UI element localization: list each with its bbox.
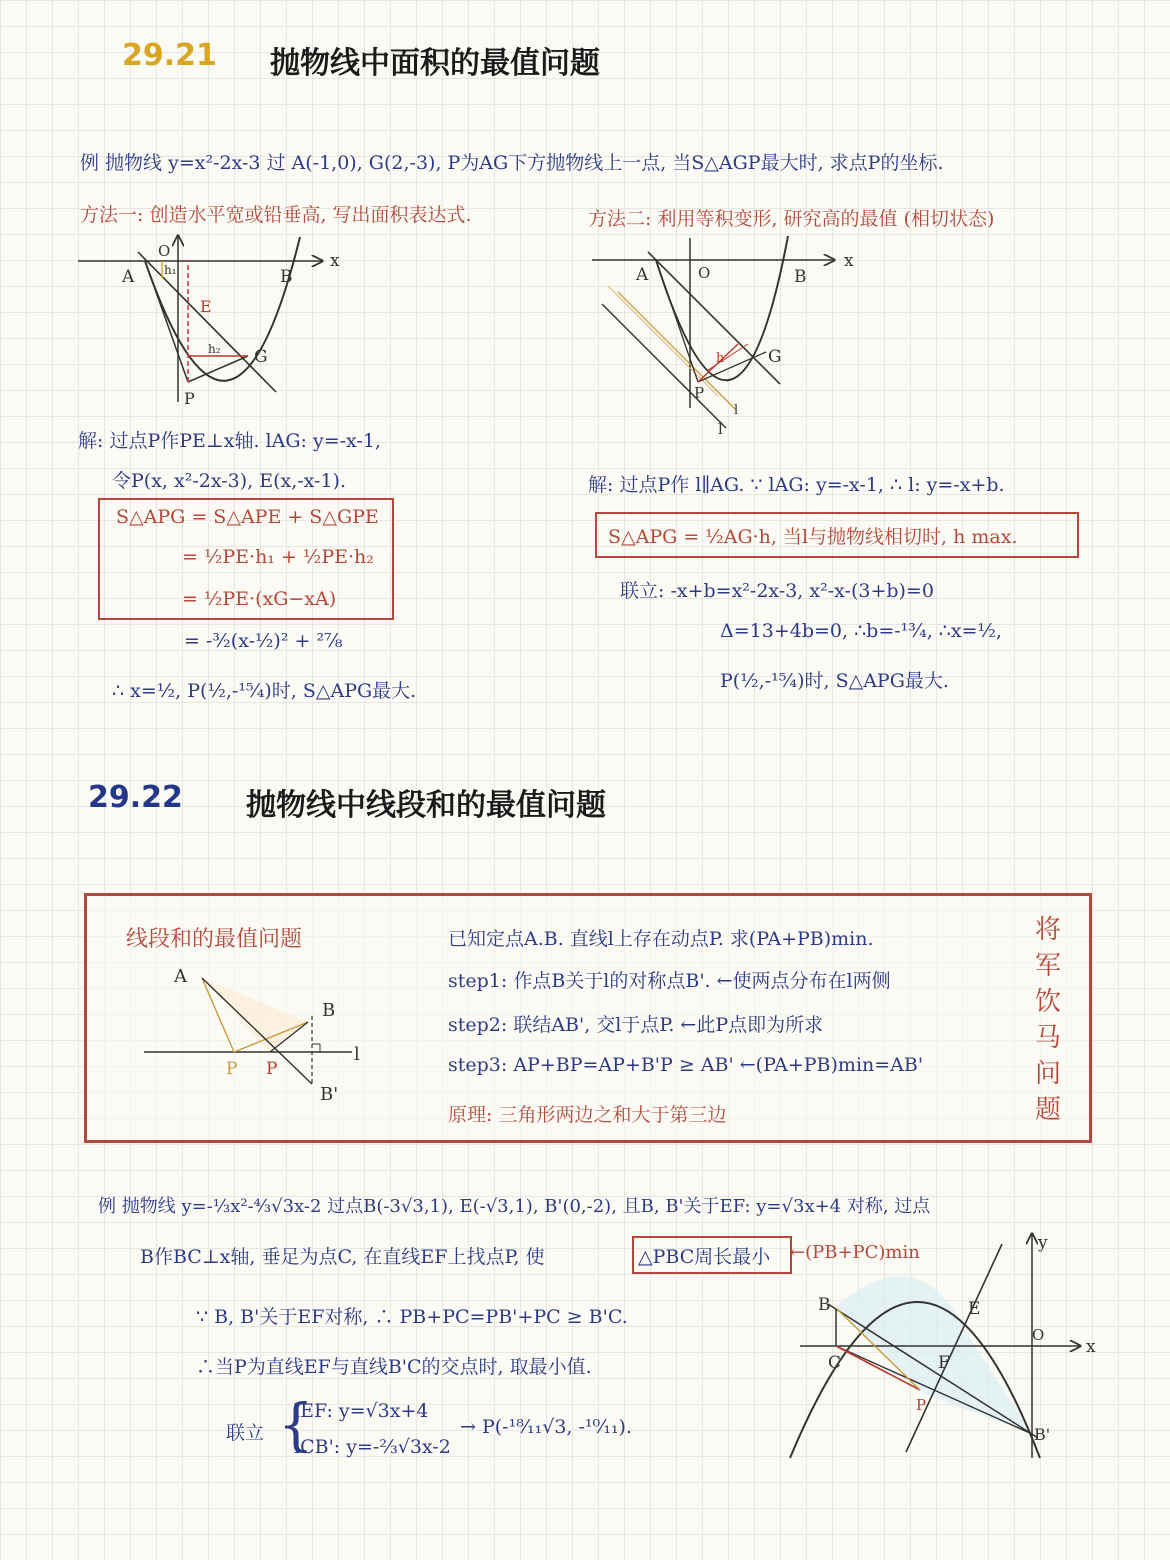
solution-one-line2: 令P(x, x²-2x-3), E(x,-x-1).	[112, 470, 347, 492]
solution-one-box-line2: = ½PE·h₁ + ½PE·h₂	[182, 546, 374, 568]
example2-lian: 联立	[226, 1422, 265, 1444]
label-g: G	[254, 347, 268, 367]
concept-figure	[140, 960, 380, 1110]
label-c4: C	[828, 1353, 842, 1373]
label-a2: A	[636, 265, 649, 285]
section-title: 抛物线中面积的最值问题	[270, 46, 600, 81]
example2-boxed-text: △PBC周长最小	[638, 1246, 771, 1268]
method-two-label: 方法二: 利用等积变形, 研究高的最值 (相切状态)	[588, 208, 995, 230]
vertical-char: 将	[1034, 915, 1061, 945]
label-e: E	[200, 297, 212, 316]
example2-sol-line1: ∵ B, B'关于EF对称, ∴ PB+PC=PB'+PC ≥ B'C.	[196, 1306, 628, 1328]
method-one-figure	[70, 232, 360, 412]
label-b4: B	[818, 1295, 831, 1315]
vertical-char: 题	[1034, 1095, 1061, 1125]
label-o: O	[158, 242, 171, 260]
example2-figure	[770, 1226, 1110, 1466]
label-p3a: P	[226, 1059, 238, 1079]
label-f4: F	[938, 1353, 950, 1373]
section-number-2: 29.22	[88, 780, 183, 815]
solution-two-line4: P(½,-¹⁵⁄₄)时, S△APG最大.	[720, 670, 949, 692]
label-a3: A	[174, 966, 187, 987]
label-l3: l	[354, 1044, 360, 1065]
solution-two-box-text: S△APG = ½AG·h, 当l与抛物线相切时, h max.	[608, 526, 1018, 548]
concept-line4: step3: AP+BP=AP+B'P ≥ AB' ←(PA+PB)min=AB'	[448, 1054, 924, 1076]
vertical-char: 军	[1034, 951, 1061, 981]
label-x2: x	[844, 251, 854, 271]
example2-arrow: ←(PB+PC)min	[790, 1242, 920, 1263]
label-o4: O	[1032, 1326, 1045, 1344]
solution-two-line1: 解: 过点P作 l∥AG. ∵ lAG: y=-x-1, ∴ l: y=-x+b.	[588, 474, 1005, 496]
label-o2: O	[698, 264, 711, 282]
solution-one-line4: ∴ x=½, P(½,-¹⁵⁄₄)时, S△APG最大.	[112, 680, 417, 702]
solution-one-box-line3: = ½PE·(xG−xA)	[182, 588, 337, 610]
label-p3b: P	[266, 1059, 278, 1079]
section-number: 29.21	[122, 38, 217, 73]
concept-line3: step2: 联结AB', 交l于点P. ←此P点即为所求	[448, 1014, 824, 1036]
section-title-2: 抛物线中线段和的最值问题	[246, 788, 606, 823]
example2-sol-line2: ∴当P为直线EF与直线B'C的交点时, 取最小值.	[196, 1356, 592, 1378]
solution-one-box-line1: S△APG = S△APE + S△GPE	[116, 506, 379, 528]
example-statement: 例 抛物线 y=x²-2x-3 过 A(-1,0), G(2,-3), P为AG下方抛物线上一点, 当S△AGP最大时, 求点P的坐标.	[80, 152, 944, 174]
solution-one-line3: = -³⁄₂(x-½)² + ²⁷⁄₈	[184, 630, 343, 652]
label-bprime3: B'	[320, 1084, 339, 1105]
label-b3: B	[322, 1000, 336, 1021]
vertical-char: 饮	[1034, 987, 1061, 1017]
method-one-label: 方法一: 创造水平宽或铅垂高, 写出面积表达式.	[80, 204, 472, 226]
label-p: P	[184, 389, 195, 408]
label-b2: B	[794, 267, 807, 287]
label-bprime4: B'	[1034, 1425, 1051, 1444]
solution-two-line2: 联立: -x+b=x²-2x-3, x²-x-(3+b)=0	[620, 580, 934, 602]
concept-principle: 原理: 三角形两边之和大于第三边	[448, 1104, 727, 1126]
solution-two-line3: Δ=13+4b=0, ∴b=-¹³⁄₄, ∴x=½,	[720, 620, 1002, 642]
example2-line1: 例 抛物线 y=-⅓x²-⁴⁄₃√3x-2 过点B(-3√3,1), E(-√3,1), B'(0,-2), 且B, B'关于EF: y=√3x+4 对称, 过点	[98, 1196, 931, 1217]
example2-result: → P(-¹⁸⁄₁₁√3, -¹⁰⁄₁₁).	[460, 1416, 633, 1438]
label-l: l	[718, 420, 723, 438]
example2-line2: B作BC⊥x轴, 垂足为点C, 在直线EF上找点P, 使	[140, 1246, 545, 1268]
vertical-title	[1030, 912, 1066, 1128]
label-p4: P	[916, 1396, 927, 1414]
label-g2: G	[768, 347, 782, 367]
example2-eq1: lEF: y=√3x+4	[294, 1400, 429, 1422]
label-e4: E	[968, 1299, 981, 1319]
concept-box-title: 线段和的最值问题	[126, 927, 303, 952]
label-y4: y	[1038, 1233, 1048, 1253]
label-l2: l	[734, 403, 739, 418]
label-p2: P	[694, 384, 705, 402]
label-b: B	[280, 267, 293, 287]
vertical-char: 马	[1034, 1023, 1061, 1053]
brace: {	[278, 1393, 314, 1458]
label-a: A	[122, 267, 135, 287]
method-two-figure	[588, 232, 868, 442]
label-h: h	[716, 351, 725, 366]
label-h2: h₂	[208, 342, 221, 356]
concept-line2: step1: 作点B关于l的对称点B'. ←使两点分布在l两侧	[448, 970, 891, 992]
concept-line1: 已知定点A.B. 直线l上存在动点P. 求(PA+PB)min.	[448, 928, 874, 950]
example2-eq2: lCB': y=-⅔√3x-2	[294, 1436, 451, 1458]
vertical-char: 问	[1034, 1059, 1061, 1089]
solution-one-line1: 解: 过点P作PE⊥x轴. lAG: y=-x-1,	[78, 430, 381, 452]
label-x: x	[330, 251, 340, 271]
label-x4: x	[1086, 1337, 1096, 1357]
label-h1: h₁	[164, 263, 177, 277]
